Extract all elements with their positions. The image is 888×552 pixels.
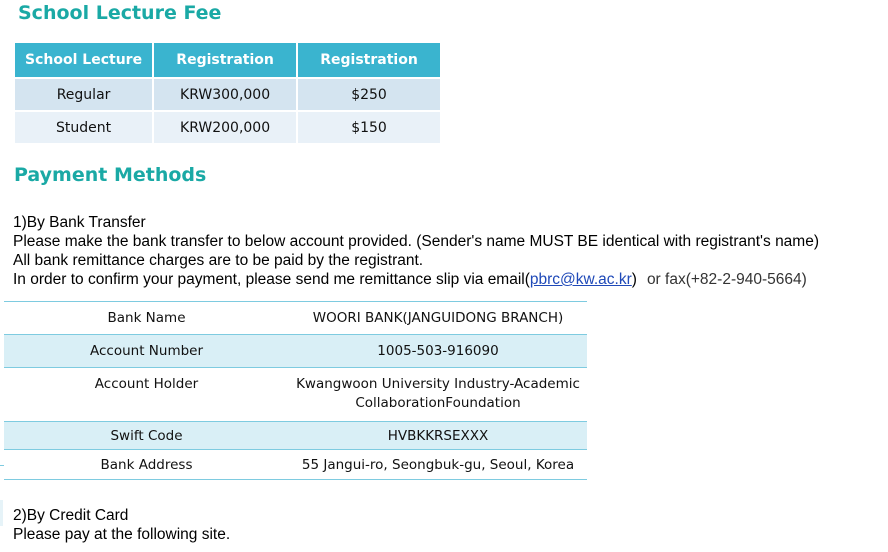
fee-cell-usd: $150 [297, 111, 440, 143]
credit-card-instruction: Please pay at the following site. [13, 526, 231, 543]
account-holder-line-1: Kwangwoon University Industry-Academic [296, 376, 580, 392]
fax-number: or fax(+82-2-940-5664) [646, 271, 807, 288]
fee-cell-krw: KRW300,000 [153, 78, 297, 111]
account-number-value: 1005-503-916090 [289, 335, 587, 368]
bank-table-row [4, 422, 587, 450]
confirm-payment-text: In order to confirm your payment, please send me remittance slip via email( [13, 271, 530, 288]
bank-name-label: Bank Name [4, 302, 289, 335]
bank-table-row [4, 450, 587, 480]
school-lecture-fee-heading: School Lecture Fee [18, 2, 222, 24]
fee-cell-usd: $250 [297, 78, 440, 111]
bank-remittance-charges-note: All bank remittance charges are to be paid by the registrant. [13, 252, 424, 269]
fee-table-row [15, 111, 440, 143]
fee-cell-krw: KRW200,000 [153, 111, 297, 143]
confirm-payment-line [13, 270, 819, 289]
email-link[interactable]: pbrc@kw.ac.kr [529, 271, 632, 288]
fee-table [15, 43, 440, 143]
left-edge-accent [0, 500, 3, 526]
credit-card-section [13, 506, 230, 544]
swift-code-label: Swift Code [4, 422, 289, 450]
bank-transfer-section [13, 213, 819, 289]
credit-card-title: 2)By Credit Card [13, 507, 129, 524]
fee-table-header-row [15, 43, 440, 78]
bank-account-table [4, 301, 587, 480]
account-number-label: Account Number [4, 335, 289, 368]
bank-name-value: WOORI BANK(JANGUIDONG BRANCH) [289, 302, 587, 335]
confirm-payment-close: ) [631, 271, 637, 288]
fee-header-registration-krw: Registration [153, 43, 297, 78]
payment-methods-heading: Payment Methods [14, 164, 207, 186]
fee-table-row [15, 78, 440, 111]
swift-code-value: HVBKKRSEXXX [289, 422, 587, 450]
bank-transfer-title: 1)By Bank Transfer [13, 214, 146, 231]
bank-table-row [4, 302, 587, 335]
bank-transfer-instruction: Please make the bank transfer to below account provided. (Sender's name MUST BE identical with registrant's name) [13, 233, 819, 250]
account-holder-line-2: CollaborationFoundation [355, 395, 521, 411]
fee-header-school-lecture: School Lecture [15, 43, 153, 78]
table-edge-divider [0, 465, 4, 466]
fee-header-registration-usd: Registration [297, 43, 440, 78]
account-holder-label: Account Holder [4, 368, 289, 422]
fee-cell-category: Student [15, 111, 153, 143]
fee-cell-category: Regular [15, 78, 153, 111]
account-holder-value [289, 368, 587, 422]
bank-table-row [4, 368, 587, 422]
bank-address-value: 55 Jangui-ro, Seongbuk-gu, Seoul, Korea [289, 450, 587, 480]
bank-table-row [4, 335, 587, 368]
bank-address-label: Bank Address [4, 450, 289, 480]
